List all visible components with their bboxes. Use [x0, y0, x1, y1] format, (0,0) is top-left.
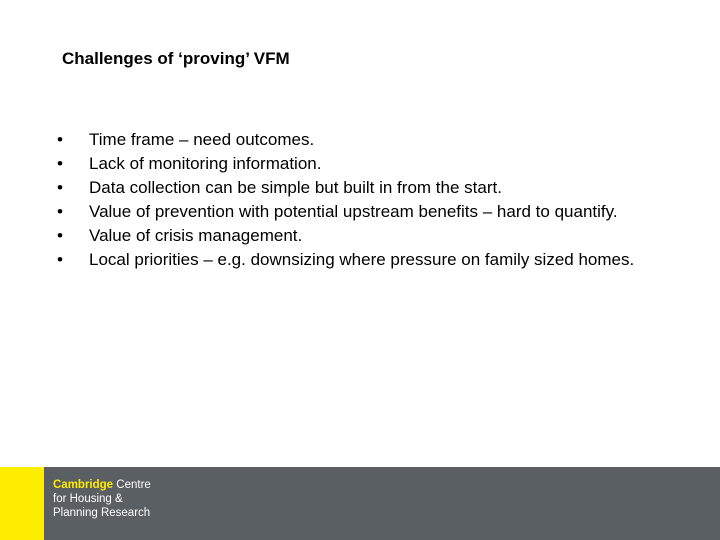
bullet-item: [57, 200, 677, 224]
bullet-text: Value of crisis management.: [89, 226, 303, 245]
bullet-list: [57, 128, 677, 272]
logo-line-2: for Housing &: [53, 493, 123, 505]
bullet-icon: •: [57, 250, 63, 269]
bullet-icon: •: [57, 154, 63, 173]
bullet-text: Local priorities – e.g. downsizing where pressure on family sized homes.: [89, 250, 635, 269]
footer-accent-bar: [0, 467, 44, 540]
bullet-item: [57, 176, 677, 200]
bullet-item: [57, 248, 677, 272]
logo-wordmark-strong: Cambridge: [53, 479, 114, 491]
bullet-item: [57, 152, 677, 176]
bullet-icon: •: [57, 178, 63, 197]
logo-line-3: Planning Research: [53, 507, 151, 519]
bullet-text: Data collection can be simple but built in from the start.: [89, 178, 502, 197]
bullet-text: Value of prevention with potential upstream benefits – hard to quantify.: [89, 202, 618, 221]
bullet-icon: •: [57, 226, 63, 245]
bullet-icon: •: [57, 130, 63, 149]
bullet-item: [57, 128, 677, 152]
bullet-icon: •: [57, 202, 63, 221]
logo-line-1: [53, 478, 151, 492]
cchpr-logo: [53, 478, 151, 520]
bullet-item: [57, 224, 677, 248]
bullet-text: Lack of monitoring information.: [89, 154, 322, 173]
footer-band: [0, 467, 720, 540]
slide-title: Challenges of ‘proving’ VFM: [62, 49, 290, 68]
logo-wordmark-rest: Centre: [113, 479, 151, 491]
bullet-text: Time frame – need outcomes.: [89, 130, 315, 149]
